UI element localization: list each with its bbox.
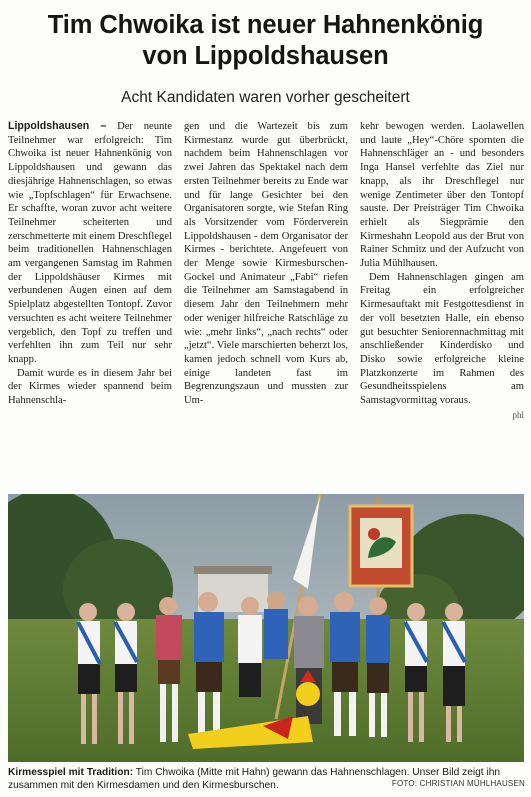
dateline: Lippoldshausen –	[8, 120, 107, 132]
headline-line-2: von Lippoldshausen	[142, 42, 389, 70]
paragraph	[8, 120, 172, 367]
paragraph-text: Der neunte Teilnehmer war erfolgreich: Tim Chwoika ist neuer Hahnenkönig von Lippoldshausen und gewann das diesjährige Hahnenschlagen, so etwas wie „Topfschlagen“ für Erwachsene. Er schaffte, woran zuvor acht weitere Teilnehmer scheiterten und zerschmetterte mit einem Dreschflegel beim traditionellen Hahnenschlagen am vergangenen Samstag im Rahmen der Lippoldshäuser Kirmes mit verbundenen Augen einen auf dem Spielplatz abgestellten Tontopf. Zuvor versuchten es acht weitere Teilnehmer vergeblich, den Topf zu treffen und verfehlten ihn zum Teil nur sehr knapp.	[8, 121, 172, 365]
article-column-1	[8, 120, 172, 476]
article-column-2	[184, 120, 348, 476]
paragraph: Dem Hahnenschlagen gingen am Freitag ein erfolgreicher Kirmesauftakt mit Festgottesdienst in der voll besetzten Halle, ein ebenso gut besuchter Seniorennachmittag mit anschließender Kinderdisko und Disko sowie erfolgreiche kleine Platzkonzerte im Rahmen des Gesundheitsspielens am Samstagvormittag voraus.	[360, 271, 524, 407]
caption-lead: Kirmesspiel mit Tradition:	[8, 767, 134, 778]
paragraph: gen und die Wartezeit bis zum Kirmestanz wurde gut überbrückt, nachdem beim Hahnenschlagen vor zwei Jahren das Spektakel nach dem ersten Teilnehmer bereits zu Ende war und für lange Gesichter bei den Organisatoren sorgte, wie Stefan Ring als Vorsitzender vom Förderverein Lippoldshausen - dem Organisator der Kirmes - berichtete. Angefeuert von der Menge sowie Kirmesburschen-Gockel und Animateur „Fabi“ riefen die Teilnehmer am Samstagabend in diesem Jahr den Teilnehmern mehr oder weniger hilfreiche Ratschläge zu wie: „mehr links“, „nach rechts“ oder „jetzt“. Viele marschierten beherzt los, kamen jedoch schnell vom Kurs ab, einige landeten fast im Begrenzungszaun und mussten zur Um-	[184, 121, 348, 407]
group-photo-illustration	[8, 494, 524, 762]
photo-credit: FOTO: CHRISTIAN MÜHLHAUSEN	[391, 779, 525, 788]
paragraph: kehr bewogen werden. Laolawellen und laute „Hey“-Chöre spornten die Hahnenschläger an - und besonders Inga Hansel verfehlte das Ziel nur knapp, als ihr Dreschflegel nur wenige Zentimeter über den Tontopf sauste. Der Preisträger Tim Chwoika erhielt als Siegprämie den Kirmeshahn Leopold aus der Brut von Rainer Schmitz und der Aufzucht von Julia Mühlhausen.	[360, 121, 524, 270]
subheadline: Acht Kandidaten waren vorher gescheitert	[121, 89, 410, 106]
caption-text: Tim Chwoika (Mitte mit Hahn) gewann das Hahnenschlagen. Unser Bild zeigt ihn zusammen mit den Kirmesdamen und den Kirmesburschen.	[8, 767, 501, 791]
paragraph: Damit wurde es in diesem Jahr bei der Kirmes wieder spannend beim Hahnenschla-	[8, 367, 172, 407]
headline-line-1: Tim Chwoika ist neuer Hahnenkönig	[47, 11, 484, 39]
author-signature: phl	[512, 409, 524, 420]
group-photo	[8, 494, 524, 762]
article-body	[8, 120, 525, 476]
article-column-3	[360, 120, 524, 476]
headline	[8, 10, 523, 72]
